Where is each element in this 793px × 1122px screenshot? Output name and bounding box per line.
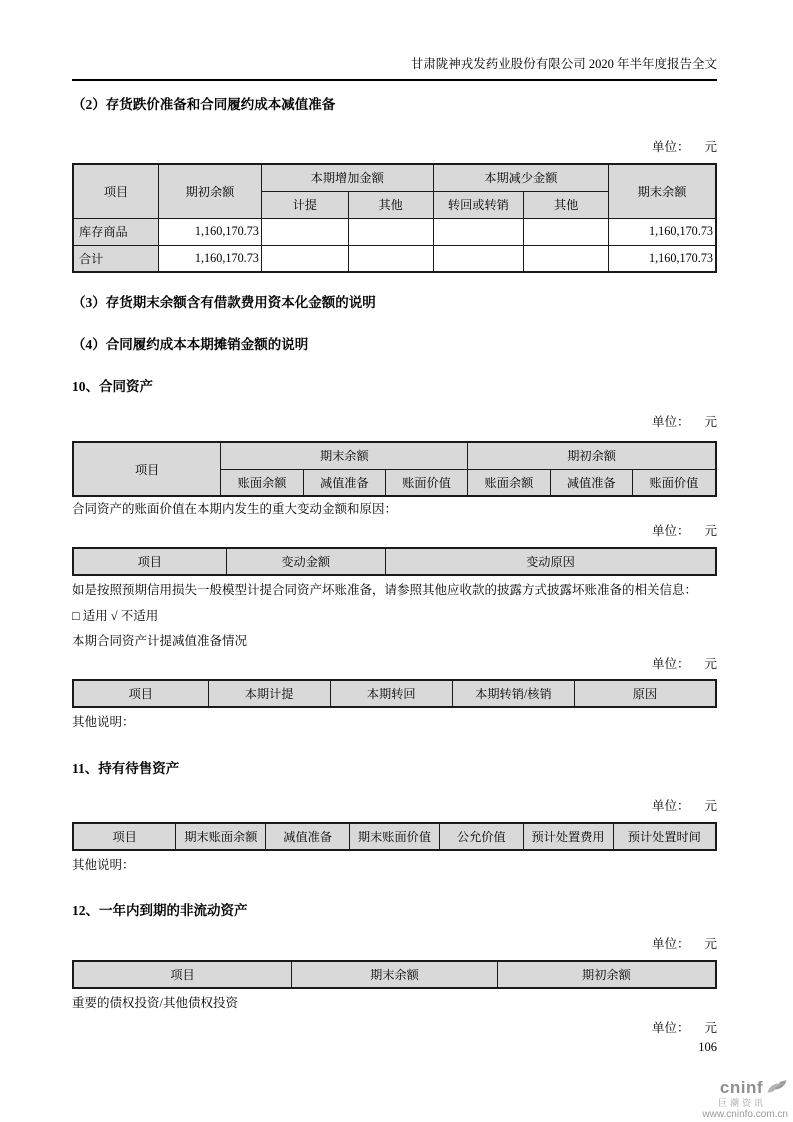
table-header-row <box>73 442 716 469</box>
cell-opening-balance: 1,160,170.73 <box>159 245 262 272</box>
cell-reversal <box>433 218 524 245</box>
unit-value: 元 <box>704 524 717 538</box>
cninfo-logo <box>702 1077 788 1120</box>
note-provision: 本期合同资产计提减值准备情况 <box>72 634 248 648</box>
unit-line <box>72 140 717 154</box>
cninfo-logo-url: www.cninfo.com.cn <box>702 1109 788 1121</box>
column-header-impairment: 减值准备 <box>266 823 350 850</box>
table-header-row <box>73 823 716 850</box>
column-header-current-reversal: 本期转回 <box>330 680 452 707</box>
table-header-row <box>73 680 716 707</box>
unit-label: 单位： <box>651 524 690 538</box>
note-ecl: 如是按照预期信用损失一般模型计提合同资产坏账准备，请参照其他应收款的披露方式披露坏账准备的相关信息： <box>72 583 698 597</box>
column-header-current-writeoff: 本期转销/核销 <box>452 680 574 707</box>
column-header-closing-balance: 期末余额 <box>609 164 716 218</box>
section-title-noncurrent-due: 12、一年内到期的非流动资产 <box>72 903 248 918</box>
cell-accrual <box>261 218 348 245</box>
table-header-row <box>73 164 716 191</box>
column-header-item: 项目 <box>73 164 159 218</box>
column-header-current-accrual: 本期计提 <box>208 680 330 707</box>
column-header-opening-balance: 期初余额 <box>497 961 716 988</box>
other-note: 其他说明： <box>72 715 135 729</box>
column-header-book-balance: 账面余额 <box>221 469 303 496</box>
table-header-row <box>73 548 716 575</box>
column-header-closing-book-balance: 期末账面余额 <box>176 823 266 850</box>
cell-opening-balance: 1,160,170.73 <box>159 218 262 245</box>
column-header-item: 项目 <box>73 680 208 707</box>
unit-label: 单位： <box>651 1021 690 1035</box>
unit-label: 单位： <box>651 937 690 951</box>
table-held-for-sale <box>72 822 717 851</box>
unit-line <box>72 799 717 813</box>
unit-label: 单位： <box>651 657 690 671</box>
unit-label: 单位： <box>651 799 690 813</box>
note-debt-investment: 重要的债权投资/其他债权投资 <box>72 996 238 1010</box>
note-contract-change: 合同资产的账面价值在本期内发生的重大变动金额和原因： <box>72 502 398 516</box>
unit-label: 单位： <box>651 140 690 154</box>
cninfo-logo-chinese: 巨潮资讯 <box>717 1097 766 1108</box>
report-header-title: 甘肃陇神戎发药业股份有限公司 2020 年半年度报告全文 <box>72 0 717 81</box>
column-header-other-increase: 其他 <box>348 191 433 218</box>
column-header-book-value: 账面价值 <box>385 469 467 496</box>
column-header-book-value: 账面价值 <box>632 469 716 496</box>
section-title-inventory-provision: （2）存货跌价准备和合同履约成本减值准备 <box>72 97 336 112</box>
column-header-closing-group: 期末余额 <box>221 442 468 469</box>
column-header-closing-book-value: 期末账面价值 <box>349 823 439 850</box>
column-header-item: 项目 <box>73 442 221 496</box>
table-contract-change <box>72 547 717 576</box>
table-inventory-provision <box>72 163 717 273</box>
unit-line <box>72 937 717 951</box>
column-header-fair-value: 公允价值 <box>439 823 523 850</box>
column-header-opening-balance: 期初余额 <box>159 164 262 218</box>
cninfo-swirl-icon <box>766 1077 788 1101</box>
unit-line <box>72 524 717 538</box>
unit-line <box>72 1021 717 1035</box>
column-header-change-amount: 变动金额 <box>226 548 385 575</box>
column-header-impairment: 减值准备 <box>550 469 632 496</box>
unit-label: 单位： <box>651 415 690 429</box>
page-number: 106 <box>698 1040 717 1054</box>
table-header-row <box>73 961 716 988</box>
section-title-contract-asset: 10、合同资产 <box>72 379 153 394</box>
column-header-item: 项目 <box>73 548 226 575</box>
column-header-item: 项目 <box>73 823 176 850</box>
section-title-borrowing-cost: （3）存货期末余额含有借款费用资本化金额的说明 <box>72 295 376 310</box>
cell-other-decrease <box>524 245 609 272</box>
unit-value: 元 <box>704 415 717 429</box>
applicability-choice: □ 适用 √ 不适用 <box>72 609 159 623</box>
column-header-reason: 原因 <box>574 680 716 707</box>
unit-value: 元 <box>704 657 717 671</box>
other-note: 其他说明： <box>72 858 135 872</box>
column-header-impairment: 减值准备 <box>303 469 385 496</box>
table-contract-provision <box>72 679 717 708</box>
column-header-book-balance: 账面余额 <box>468 469 550 496</box>
cell-accrual <box>261 245 348 272</box>
unit-value: 元 <box>704 799 717 813</box>
unit-value: 元 <box>704 1021 717 1035</box>
unit-line <box>72 657 717 671</box>
table-row-total <box>73 245 716 272</box>
unit-value: 元 <box>704 140 717 154</box>
section-title-held-for-sale: 11、持有待售资产 <box>72 761 180 776</box>
column-header-estimated-disposal-time: 预计处置时间 <box>613 823 716 850</box>
cell-other-increase <box>348 245 433 272</box>
column-header-decrease-group: 本期减少金额 <box>433 164 609 191</box>
column-header-item: 项目 <box>73 961 292 988</box>
table-row-finished-goods <box>73 218 716 245</box>
unit-line <box>72 415 717 429</box>
column-header-opening-group: 期初余额 <box>468 442 716 469</box>
column-header-accrual: 计提 <box>261 191 348 218</box>
cell-other-decrease <box>524 218 609 245</box>
table-contract-asset <box>72 441 717 497</box>
row-label: 库存商品 <box>73 218 159 245</box>
cell-closing-balance: 1,160,170.73 <box>609 218 716 245</box>
column-header-reversal: 转回或转销 <box>433 191 524 218</box>
column-header-estimated-disposal-cost: 预计处置费用 <box>523 823 613 850</box>
column-header-other-decrease: 其他 <box>524 191 609 218</box>
cell-closing-balance: 1,160,170.73 <box>609 245 716 272</box>
column-header-closing-balance: 期末余额 <box>292 961 498 988</box>
column-header-increase-group: 本期增加金额 <box>261 164 433 191</box>
cell-other-increase <box>348 218 433 245</box>
row-label: 合计 <box>73 245 159 272</box>
column-header-change-reason: 变动原因 <box>385 548 716 575</box>
table-noncurrent-due <box>72 960 717 989</box>
section-title-amortization: （4）合同履约成本本期摊销金额的说明 <box>72 337 309 352</box>
unit-value: 元 <box>704 937 717 951</box>
cninfo-logo-text: cninf <box>719 1078 763 1098</box>
cell-reversal <box>433 245 524 272</box>
